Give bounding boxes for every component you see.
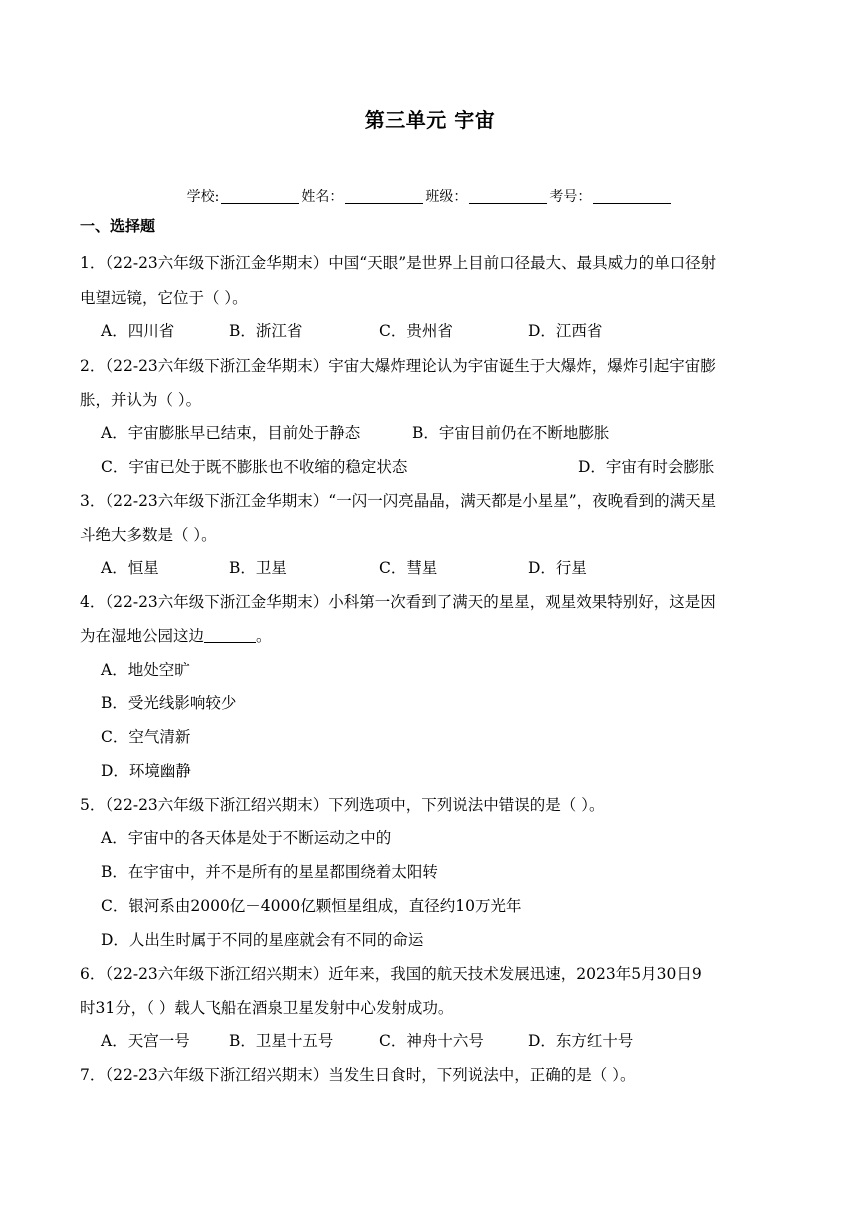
page-title: 第三单元 宇宙 — [364, 108, 496, 132]
student-info-line — [0, 186, 860, 206]
exam-no-label: 考号： — [549, 189, 592, 205]
question-4-line-2-end: 。 — [256, 627, 272, 645]
question-3-option-b[interactable]: B．卫星 — [229, 559, 287, 577]
question-5-line-1: 5．（22-23六年级下浙江绍兴期末）下列选项中，下列说法中错误的是（ ）。 — [80, 796, 605, 814]
question-5-option-d[interactable]: D．人出生时属于不同的星座就会有不同的命运 — [101, 931, 424, 949]
school-label: 学校: — [186, 189, 220, 205]
question-1-option-a[interactable]: A．四川省 — [101, 322, 175, 340]
question-6-line-2: 时31分，（ ）载人飞船在酒泉卫星发射中心发射成功。 — [80, 999, 454, 1017]
exam-no-blank[interactable] — [593, 189, 671, 204]
question-3-option-d[interactable]: D．行星 — [528, 559, 587, 577]
question-2-line-2: 胀，并认为（ ）。 — [80, 391, 202, 409]
question-2-option-c[interactable]: C．宇宙已处于既不膨胀也不收缩的稳定状态 — [101, 458, 408, 476]
question-6-option-a[interactable]: A．天宫一号 — [101, 1032, 190, 1050]
question-4-line-1: 4．（22-23六年级下浙江金华期末）小科第一次看到了满天的星星，观星效果特别好，这是因 — [80, 593, 716, 611]
question-4-line-2-text: 为在湿地公园这边 — [80, 627, 205, 645]
question-2-option-b[interactable]: B．宇宙目前仍在不断地膨胀 — [412, 424, 610, 442]
question-5-option-c[interactable]: C．银河系由2000亿－4000亿颗恒星组成，直径约10万光年 — [101, 897, 522, 915]
question-1-option-d[interactable]: D．江西省 — [528, 322, 603, 340]
question-4-option-a[interactable]: A．地处空旷 — [101, 661, 190, 679]
question-4-option-b[interactable]: B．受光线影响较少 — [101, 694, 237, 712]
question-2-line-1: 2．（22-23六年级下浙江金华期末）宇宙大爆炸理论认为宇宙诞生于大爆炸，爆炸引起宇宙膨 — [80, 357, 716, 375]
class-blank[interactable] — [469, 189, 547, 204]
name-blank[interactable] — [345, 189, 423, 204]
question-6-option-b[interactable]: B．卫星十五号 — [229, 1032, 334, 1050]
school-blank[interactable] — [221, 189, 299, 204]
name-label: 姓名： — [301, 189, 344, 205]
question-1-line-1: 1．（22-23六年级下浙江金华期末）中国“天眼”是世界上目前口径最大、最具威力的单口径射 — [80, 254, 717, 272]
question-4-line-2 — [80, 624, 272, 646]
question-1-option-c[interactable]: C．贵州省 — [379, 322, 453, 340]
question-4-option-c[interactable]: C．空气清新 — [101, 728, 191, 746]
question-3-line-2: 斗绝大多数是（ ）。 — [80, 526, 217, 544]
question-6-line-1: 6．（22-23六年级下浙江绍兴期末）近年来，我国的航天技术发展迅速，2023年5月30日9 — [80, 965, 702, 983]
question-2-option-d[interactable]: D．宇宙有时会膨胀 — [578, 458, 715, 476]
question-6-option-c[interactable]: C．神舟十六号 — [379, 1032, 484, 1050]
question-4-option-d[interactable]: D．环境幽静 — [101, 762, 191, 780]
class-label: 班级： — [425, 189, 468, 205]
question-7-line-1: 7．（22-23六年级下浙江绍兴期末）当发生日食时，下列说法中，正确的是（ ）。 — [80, 1066, 636, 1084]
question-4-answer-blank[interactable] — [204, 628, 256, 643]
question-3-line-1: 3．（22-23六年级下浙江金华期末）“一闪一闪亮晶晶，满天都是小星星”，夜晚看到的满天星 — [80, 492, 717, 510]
question-5-option-a[interactable]: A．宇宙中的各天体是处于不断运动之中的 — [101, 829, 392, 847]
section-heading: 一、选择题 — [80, 217, 156, 235]
question-1-option-b[interactable]: B．浙江省 — [229, 322, 303, 340]
question-6-option-d[interactable]: D．东方红十号 — [528, 1032, 634, 1050]
question-3-option-a[interactable]: A．恒星 — [101, 559, 159, 577]
question-3-option-c[interactable]: C．彗星 — [379, 559, 438, 577]
question-2-option-a[interactable]: A．宇宙膨胀早已结束，目前处于静态 — [101, 424, 361, 442]
question-5-option-b[interactable]: B．在宇宙中，并不是所有的星星都围绕着太阳转 — [101, 863, 438, 881]
question-1-line-2: 电望远镜，它位于（ ）。 — [80, 289, 248, 307]
